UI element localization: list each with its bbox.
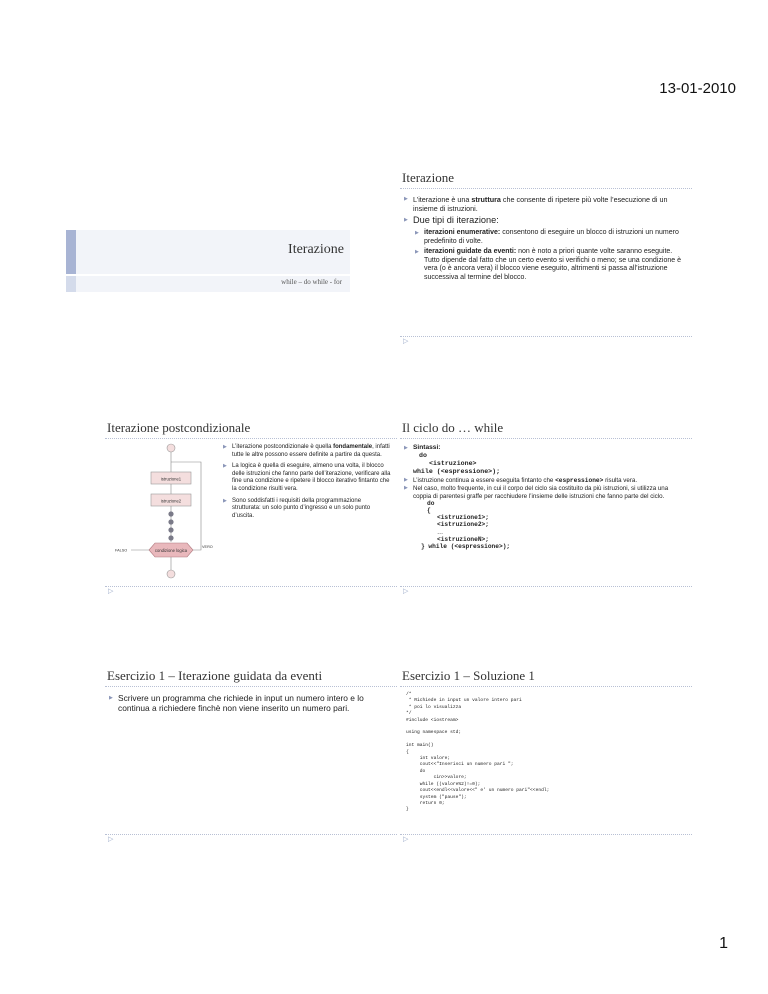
slide-footer-rule bbox=[105, 586, 397, 587]
slide-arrow-icon: ▷ bbox=[403, 338, 409, 345]
slide-arrow-icon: ▷ bbox=[108, 836, 114, 843]
solution-code: /* * Richiede in input un valore intero pari * poi lo visualizza */ #include <iostream> using namespace std; int main() { int valore; cout<<"Inserisci un numero pari "; do cin>>valore; while ((valore%2)!=0); cout<<endl<<valore<<" e' un numero pari"<<endl; system ("pause"); return 0; } bbox=[406, 692, 550, 813]
page-date: 13-01-2010 bbox=[659, 80, 736, 97]
slide-subtitle: while – do while - for bbox=[281, 278, 342, 286]
slide-main-title: Iterazione bbox=[288, 242, 344, 257]
slide-iterazione bbox=[400, 170, 692, 348]
flow-condition-label: condizione logica bbox=[154, 548, 188, 553]
slide-title bbox=[58, 170, 350, 348]
slide-arrow-icon: ▷ bbox=[403, 588, 409, 595]
bullet-item: ▶ Due tipi di iterazione: ▶ iterazioni enumerative: consentono di eseguire un blocco di istruzioni un numero predefinito di volte. ▶ iterazioni guidate da eventi: non è noto a priori quante volte saranno eseguite. Tutto dipende dal fatto che un certo evento si verifichi o meno; se una condizione è vera (o è ancora vera) il blocco viene eseguito, altrimenti si passa all’istruzione successiva al termine del blocco. bbox=[404, 215, 686, 283]
flow-dot bbox=[168, 535, 173, 540]
bullet-list bbox=[404, 444, 686, 552]
bullet-list bbox=[223, 444, 391, 522]
title-divider bbox=[400, 188, 692, 189]
slide-do-while bbox=[400, 420, 692, 598]
slide-soluzione bbox=[400, 668, 692, 846]
slide-footer-rule bbox=[400, 586, 692, 587]
slide-title-text: Esercizio 1 – Iterazione guidata da eventi bbox=[107, 668, 323, 683]
bullet-item: ▶ Sono soddisfatti i requisiti della programmazione strutturata: un solo punto d’ingresso e un solo punto d’uscita. bbox=[223, 498, 391, 521]
bullet-item: ▶ L’iterazione è una struttura che consente di ripetere più volte l’esecuzione di un insieme di istruzioni. bbox=[404, 195, 686, 213]
flow-dot bbox=[168, 511, 173, 516]
page-number: 1 bbox=[719, 935, 728, 952]
slide-esercizio bbox=[105, 668, 397, 846]
slide-footer-rule bbox=[400, 336, 692, 337]
flow-false-label: FALSO bbox=[115, 548, 128, 553]
slide-footer-rule bbox=[400, 834, 692, 835]
sub-bullet-list bbox=[415, 229, 686, 283]
title-divider bbox=[400, 686, 692, 687]
flow-dot bbox=[168, 519, 173, 524]
flow-start-node bbox=[167, 444, 175, 452]
title-divider bbox=[105, 438, 397, 439]
bullet-list bbox=[109, 693, 391, 716]
flowchart-diagram bbox=[113, 442, 217, 582]
bullet-item: ▶ Nel caso, molto frequente, in cui il corpo del ciclo sia costituito da più istruzioni, si utilizza una coppia di parentesi graffe per racchiudere l’insieme delle istruzioni che fanno parte del ciclo. do { <istruzione1>; <istruzione2>; … <istruzioneN>; } while (<espressione>); bbox=[404, 485, 686, 550]
flow-dot bbox=[168, 527, 173, 532]
bullet-item: ▶ La logica è quella di eseguire, almeno una volta, il blocco delle istruzioni che fanno parte dell’iterazione, verificare alla fine una condizione e ripetere il blocco iterativo fintanto che la condizione risulti vera. bbox=[223, 463, 391, 493]
flow-end-node bbox=[167, 570, 175, 578]
bullet-item: ▶ Scrivere un programma che richiede in input un numero intero e lo continua a richiedere finchè non viene inserito un numero pari. bbox=[109, 693, 391, 714]
title-divider bbox=[400, 438, 692, 439]
slide-title-text: Iterazione postcondizionale bbox=[107, 420, 251, 435]
slide-title-text: Il ciclo do … while bbox=[402, 420, 504, 435]
title-divider bbox=[105, 686, 397, 687]
bullet-item: ▶ Sintassi: do <istruzione> while (<espressione>); bbox=[404, 444, 686, 476]
slide-postcondizionale bbox=[105, 420, 397, 598]
slide-title-text: Esercizio 1 – Soluzione 1 bbox=[402, 668, 535, 683]
bullet-item: ▶ L’iterazione postcondizionale è quella fondamentale, infatti tutte le altre possono essere definite a partire da questa. bbox=[223, 444, 391, 459]
flow-box-2-label: istruzione2 bbox=[160, 498, 182, 504]
flow-box-1-label: istruzione1 bbox=[160, 476, 182, 482]
slide-footer-rule bbox=[105, 834, 397, 835]
slide-arrow-icon: ▷ bbox=[108, 588, 114, 595]
sub-bullet-item: ▶ iterazioni enumerative: consentono di eseguire un blocco di istruzioni un numero predefinito di volte. bbox=[415, 229, 686, 246]
bullet-item: ▶ L’istruzione continua a essere eseguita fintanto che <espressione> risulta vera. bbox=[404, 477, 686, 484]
slide-title-text: Iterazione bbox=[402, 170, 454, 185]
sub-bullet-item: ▶ iterazioni guidate da eventi: non è noto a priori quante volte saranno eseguite. Tutto dipende dal fatto che un certo evento si verifichi o meno; se una condizione è vera (o è ancora vera) il blocco viene eseguito, altrimenti si passa all’istruzione successiva al termine del blocco. bbox=[415, 248, 686, 282]
flow-true-label: VERO bbox=[202, 545, 213, 549]
bullet-list bbox=[404, 195, 686, 285]
slide-arrow-icon: ▷ bbox=[403, 836, 409, 843]
